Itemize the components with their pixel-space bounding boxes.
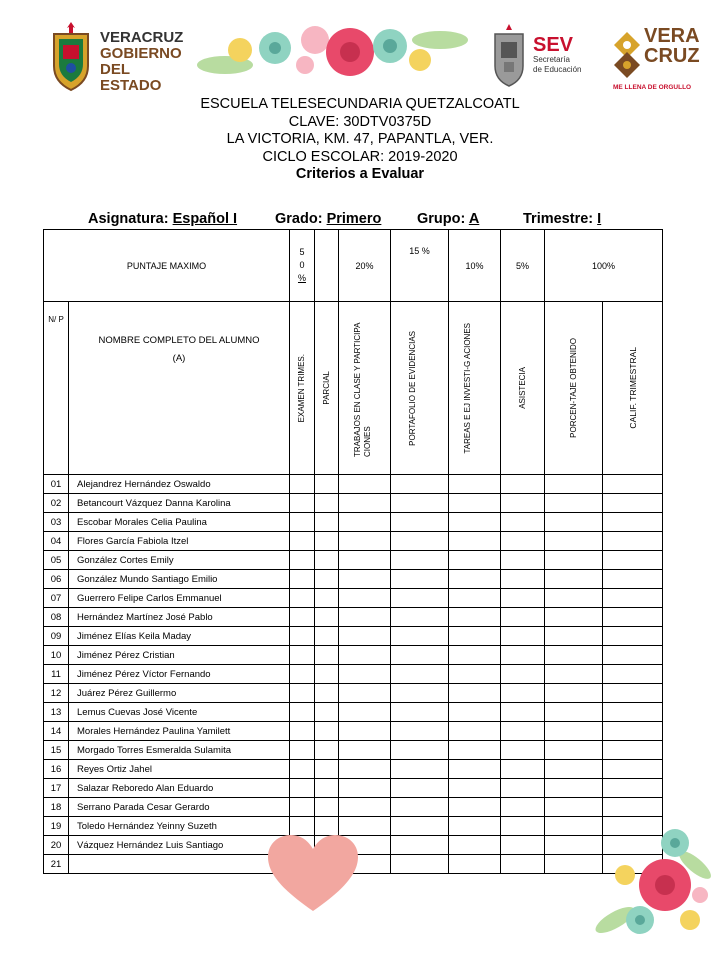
exam-percent-digit-1: 5 <box>299 247 305 257</box>
grade-cell-asistencia[interactable] <box>501 741 545 760</box>
grade-cell-tareas[interactable] <box>449 779 501 798</box>
student-row <box>44 741 663 760</box>
grade-cell-parcial[interactable] <box>315 817 339 836</box>
grade-cell-portafolio[interactable] <box>391 817 449 836</box>
veracruz-shield-logo <box>48 20 94 92</box>
grade-cell-calif[interactable] <box>603 722 663 741</box>
grade-cell-parcial[interactable] <box>315 551 339 570</box>
grade-cell-trabajos[interactable] <box>339 703 391 722</box>
grade-cell-trabajos[interactable] <box>339 589 391 608</box>
grade-cell-calif[interactable] <box>603 779 663 798</box>
grado-value: Primero <box>326 211 382 227</box>
grade-cell-portafolio[interactable] <box>391 532 449 551</box>
grade-cell-porcentaje[interactable] <box>545 779 603 798</box>
grade-cell-porcentaje[interactable] <box>545 589 603 608</box>
col-porcentaje-label: PORCEN-TAJE OBTENIDO <box>568 338 578 438</box>
column-header-row <box>44 302 663 475</box>
student-row <box>44 532 663 551</box>
grade-cell-trabajos[interactable] <box>339 570 391 589</box>
col-parcial-label: PARCIAL <box>321 371 331 405</box>
grade-cell-asistencia[interactable] <box>501 836 545 855</box>
col-examen-label: EXAMEN TRIMES. <box>297 353 306 423</box>
col-porcentaje-header <box>545 302 603 475</box>
student-name: Jiménez Pérez Víctor Fernando <box>69 665 290 684</box>
student-row <box>44 684 663 703</box>
cruz-word: CRUZ <box>644 45 700 67</box>
grade-cell-examen[interactable] <box>290 684 315 703</box>
grade-cell-tareas[interactable] <box>449 855 501 874</box>
student-name-header-label: NOMBRE COMPLETO DEL ALUMNO <box>98 335 260 346</box>
grade-cell-parcial[interactable] <box>315 760 339 779</box>
grade-cell-porcentaje[interactable] <box>545 513 603 532</box>
trimestre-label: Trimestre: <box>523 211 598 227</box>
col-tareas-header <box>449 302 501 475</box>
grade-cell-calif[interactable] <box>603 589 663 608</box>
student-number: 10 <box>44 646 69 665</box>
col-trabajos-label: TRABAJOS EN CLASE Y PARTICIPA CIONES <box>352 323 372 457</box>
grade-cell-asistencia[interactable] <box>501 684 545 703</box>
grade-cell-portafolio[interactable] <box>391 836 449 855</box>
student-number: 20 <box>44 836 69 855</box>
grupo-field <box>417 211 479 227</box>
student-name: Hernández Martínez José Pablo <box>69 608 290 627</box>
grade-cell-parcial[interactable] <box>315 798 339 817</box>
grade-cell-porcentaje[interactable] <box>545 494 603 513</box>
grade-cell-tareas[interactable] <box>449 513 501 532</box>
grade-cell-portafolio[interactable] <box>391 684 449 703</box>
exam-percent-digit-2: 0 <box>299 260 305 270</box>
student-number: 08 <box>44 608 69 627</box>
grade-cell-tareas[interactable] <box>449 570 501 589</box>
grade-cell-portafolio[interactable] <box>391 760 449 779</box>
student-number: 18 <box>44 798 69 817</box>
student-row <box>44 646 663 665</box>
parcial-percent <box>315 230 339 302</box>
gobierno-word: GOBIERNO <box>100 45 182 62</box>
col-asistencia-header <box>501 302 545 475</box>
exam-percent <box>290 230 315 302</box>
student-number: 17 <box>44 779 69 798</box>
grade-cell-asistencia[interactable] <box>501 817 545 836</box>
grade-cell-asistencia[interactable] <box>501 779 545 798</box>
grade-cell-calif[interactable] <box>603 608 663 627</box>
grade-cell-calif[interactable] <box>603 532 663 551</box>
vera-cruz-tagline: ME LLENA DE ORGULLO <box>613 84 692 91</box>
asignatura-value: Español I <box>172 211 238 227</box>
del-estado-word: DEL ESTADO <box>100 61 162 94</box>
grupo-value: A <box>468 211 480 227</box>
student-number: 04 <box>44 532 69 551</box>
grade-cell-asistencia[interactable] <box>501 589 545 608</box>
student-name: González Mundo Santiago Emilio <box>69 570 290 589</box>
sev-shield-logo <box>492 22 526 88</box>
student-name: Flores García Fabiola Itzel <box>69 532 290 551</box>
grade-cell-tareas[interactable] <box>449 722 501 741</box>
grade-cell-trabajos[interactable] <box>339 665 391 684</box>
grade-cell-calif[interactable] <box>603 665 663 684</box>
grade-cell-porcentaje[interactable] <box>545 475 603 494</box>
grade-cell-tareas[interactable] <box>449 817 501 836</box>
grade-cell-parcial[interactable] <box>315 646 339 665</box>
grade-cell-calif[interactable] <box>603 646 663 665</box>
grade-cell-tareas[interactable] <box>449 760 501 779</box>
grade-cell-trabajos[interactable] <box>339 798 391 817</box>
grade-cell-tareas[interactable] <box>449 532 501 551</box>
flower-garland-decoration <box>195 10 470 90</box>
student-number: 11 <box>44 665 69 684</box>
student-row <box>44 779 663 798</box>
student-name: Juárez Pérez Guillermo <box>69 684 290 703</box>
grade-cell-trabajos[interactable] <box>339 817 391 836</box>
school-name: ESCUELA TELESECUNDARIA QUETZALCOATL <box>200 96 520 112</box>
grade-cell-calif[interactable] <box>603 703 663 722</box>
grade-cell-calif[interactable] <box>603 760 663 779</box>
grade-cell-portafolio[interactable] <box>391 779 449 798</box>
student-name: Escobar Morales Celia Paulina <box>69 513 290 532</box>
vera-word: VERA <box>644 25 700 47</box>
grade-cell-portafolio[interactable] <box>391 589 449 608</box>
student-name: Alejandrez Hernández Oswaldo <box>69 475 290 494</box>
grade-cell-parcial[interactable] <box>315 513 339 532</box>
grade-cell-trabajos[interactable] <box>339 684 391 703</box>
grade-cell-calif[interactable] <box>603 570 663 589</box>
grade-cell-tareas[interactable] <box>449 646 501 665</box>
criteria-title: Criterios a Evaluar <box>295 166 425 182</box>
sev-subtitle-2: de Educación <box>533 65 582 74</box>
grade-cell-calif[interactable] <box>603 627 663 646</box>
exam-percent-sign: % <box>297 273 306 283</box>
grade-cell-portafolio[interactable] <box>391 665 449 684</box>
col-calif-label: CALIF. TRIMESTRAL <box>627 347 638 429</box>
grade-cell-portafolio[interactable] <box>391 551 449 570</box>
grade-cell-portafolio[interactable] <box>391 494 449 513</box>
heart-icon <box>268 835 358 915</box>
grade-cell-asistencia[interactable] <box>501 513 545 532</box>
total-percent: 100% <box>545 230 663 302</box>
grade-cell-examen[interactable] <box>290 798 315 817</box>
student-row <box>44 589 663 608</box>
grade-cell-portafolio[interactable] <box>391 703 449 722</box>
tareas-percent: 10% <box>449 230 501 302</box>
grade-cell-asistencia[interactable] <box>501 627 545 646</box>
max-score-row <box>44 230 663 302</box>
student-row <box>44 494 663 513</box>
student-number: 13 <box>44 703 69 722</box>
grade-cell-tareas[interactable] <box>449 665 501 684</box>
grade-cell-parcial[interactable] <box>315 570 339 589</box>
grade-cell-tareas[interactable] <box>449 589 501 608</box>
grade-cell-asistencia[interactable] <box>501 703 545 722</box>
flower-bouquet-decoration <box>585 825 715 955</box>
grade-cell-portafolio[interactable] <box>391 475 449 494</box>
student-row <box>44 475 663 494</box>
grade-cell-calif[interactable] <box>603 741 663 760</box>
grades-table <box>43 229 663 874</box>
grade-cell-tareas[interactable] <box>449 684 501 703</box>
grade-cell-asistencia[interactable] <box>501 551 545 570</box>
grade-cell-examen[interactable] <box>290 570 315 589</box>
grade-cell-tareas[interactable] <box>449 551 501 570</box>
student-number: 07 <box>44 589 69 608</box>
asistencia-percent: 5% <box>501 230 545 302</box>
student-row <box>44 817 663 836</box>
grade-cell-portafolio[interactable] <box>391 570 449 589</box>
grade-cell-calif[interactable] <box>603 551 663 570</box>
col-parcial-header <box>315 302 339 475</box>
student-number: 15 <box>44 741 69 760</box>
grade-cell-examen[interactable] <box>290 627 315 646</box>
grade-cell-portafolio[interactable] <box>391 855 449 874</box>
student-row <box>44 627 663 646</box>
student-row <box>44 608 663 627</box>
grade-cell-portafolio[interactable] <box>391 608 449 627</box>
exam-percent-stack <box>290 246 314 285</box>
grade-cell-asistencia[interactable] <box>501 570 545 589</box>
student-number: 09 <box>44 627 69 646</box>
grade-cell-portafolio[interactable] <box>391 741 449 760</box>
trimestre-value: I <box>597 211 602 227</box>
grade-cell-examen[interactable] <box>290 532 315 551</box>
student-name: Reyes Ortiz Jahel <box>69 760 290 779</box>
asignatura-label: Asignatura: <box>88 211 173 227</box>
school-clave: CLAVE: 30DTV0375D <box>288 113 432 130</box>
grade-cell-porcentaje[interactable] <box>545 760 603 779</box>
grade-cell-tareas[interactable] <box>449 703 501 722</box>
grade-cell-porcentaje[interactable] <box>545 532 603 551</box>
grade-cell-trabajos[interactable] <box>339 532 391 551</box>
grade-cell-trabajos[interactable] <box>339 627 391 646</box>
student-row <box>44 722 663 741</box>
student-number: 14 <box>44 722 69 741</box>
grade-cell-trabajos[interactable] <box>339 722 391 741</box>
student-name: Jiménez Elías Keila Maday <box>69 627 290 646</box>
col-portafolio-label: PORTAFOLIO DE EVIDENCIAS <box>407 330 417 446</box>
grade-cell-tareas[interactable] <box>449 836 501 855</box>
asignatura-field <box>88 211 237 227</box>
grade-cell-parcial[interactable] <box>315 684 339 703</box>
grade-cell-porcentaje[interactable] <box>545 741 603 760</box>
grade-cell-examen[interactable] <box>290 513 315 532</box>
grade-cell-asistencia[interactable] <box>501 722 545 741</box>
grade-cell-porcentaje[interactable] <box>545 703 603 722</box>
grade-cell-examen[interactable] <box>290 665 315 684</box>
student-row <box>44 665 663 684</box>
grade-cell-examen[interactable] <box>290 741 315 760</box>
grade-cell-trabajos[interactable] <box>339 646 391 665</box>
student-name-header-sub: (A) <box>172 353 186 364</box>
student-name: Betancourt Vázquez Danna Karolina <box>69 494 290 513</box>
grade-cell-examen[interactable] <box>290 760 315 779</box>
grupo-label: Grupo: <box>417 211 469 227</box>
student-name: Guerrero Felipe Carlos Emmanuel <box>69 589 290 608</box>
sev-title: SEV <box>533 34 574 56</box>
grade-cell-parcial[interactable] <box>315 703 339 722</box>
grade-cell-examen[interactable] <box>290 475 315 494</box>
grade-cell-tareas[interactable] <box>449 741 501 760</box>
grade-cell-parcial[interactable] <box>315 608 339 627</box>
grade-cell-tareas[interactable] <box>449 608 501 627</box>
max-score-label: PUNTAJE MAXIMO <box>44 230 290 302</box>
student-number: 19 <box>44 817 69 836</box>
student-number: 01 <box>44 475 69 494</box>
veracruz-gobierno-text <box>100 30 185 94</box>
grade-cell-parcial[interactable] <box>315 494 339 513</box>
student-row <box>44 798 663 817</box>
grade-cell-examen[interactable] <box>290 722 315 741</box>
grade-cell-asistencia[interactable] <box>501 475 545 494</box>
grade-cell-trabajos[interactable] <box>339 494 391 513</box>
grade-cell-trabajos[interactable] <box>339 741 391 760</box>
grade-cell-trabajos[interactable] <box>339 513 391 532</box>
grade-cell-trabajos[interactable] <box>339 760 391 779</box>
grade-cell-trabajos[interactable] <box>339 608 391 627</box>
grade-cell-asistencia[interactable] <box>501 608 545 627</box>
grade-cell-parcial[interactable] <box>315 627 339 646</box>
grade-cell-parcial[interactable] <box>315 589 339 608</box>
student-number: 02 <box>44 494 69 513</box>
grade-cell-asistencia[interactable] <box>501 532 545 551</box>
grade-cell-examen[interactable] <box>290 646 315 665</box>
student-rows <box>44 475 663 874</box>
student-name: Toledo Hernández Yeinny Suzeth <box>69 817 290 836</box>
student-name: Salazar Reboredo Alan Eduardo <box>69 779 290 798</box>
student-number: 06 <box>44 570 69 589</box>
col-asistencia-label: ASISTECIA <box>517 367 527 409</box>
grade-cell-examen[interactable] <box>290 589 315 608</box>
grade-cell-trabajos[interactable] <box>339 551 391 570</box>
grade-cell-asistencia[interactable] <box>501 646 545 665</box>
grade-cell-parcial[interactable] <box>315 722 339 741</box>
portafolio-percent: 15 % <box>391 230 449 302</box>
school-cycle: CICLO ESCOLAR: 2019-2020 <box>262 148 458 165</box>
grade-cell-examen[interactable] <box>290 779 315 798</box>
student-row <box>44 570 663 589</box>
student-row <box>44 513 663 532</box>
grade-cell-calif[interactable] <box>603 684 663 703</box>
vera-cruz-text-logo <box>644 26 714 66</box>
grade-cell-portafolio[interactable] <box>391 722 449 741</box>
grade-cell-examen[interactable] <box>290 817 315 836</box>
student-name: Morales Hernández Paulina Yamilett <box>69 722 290 741</box>
grade-cell-porcentaje[interactable] <box>545 570 603 589</box>
grade-cell-trabajos[interactable] <box>339 779 391 798</box>
student-name: González Cortes Emily <box>69 551 290 570</box>
grade-cell-asistencia[interactable] <box>501 760 545 779</box>
grade-cell-calif[interactable] <box>603 494 663 513</box>
grade-cell-asistencia[interactable] <box>501 798 545 817</box>
grade-cell-porcentaje[interactable] <box>545 608 603 627</box>
school-header <box>0 96 720 184</box>
np-header: N/ P <box>44 302 69 475</box>
student-name: Serrano Parada Cesar Gerardo <box>69 798 290 817</box>
grade-cell-tareas[interactable] <box>449 475 501 494</box>
grade-cell-porcentaje[interactable] <box>545 646 603 665</box>
student-number: 21 <box>44 855 69 874</box>
student-number: 16 <box>44 760 69 779</box>
student-number: 05 <box>44 551 69 570</box>
grade-cell-porcentaje[interactable] <box>545 722 603 741</box>
school-address: LA VICTORIA, KM. 47, PAPANTLA, VER. <box>226 131 494 147</box>
col-trabajos-header <box>339 302 391 475</box>
grade-cell-porcentaje[interactable] <box>545 684 603 703</box>
student-row <box>44 703 663 722</box>
grade-cell-portafolio[interactable] <box>391 627 449 646</box>
grade-cell-portafolio[interactable] <box>391 798 449 817</box>
grade-cell-porcentaje[interactable] <box>545 627 603 646</box>
grade-cell-tareas[interactable] <box>449 798 501 817</box>
grade-cell-parcial[interactable] <box>315 475 339 494</box>
grade-cell-calif[interactable] <box>603 513 663 532</box>
col-portafolio-header <box>391 302 449 475</box>
col-calif-header <box>603 302 663 475</box>
grade-cell-parcial[interactable] <box>315 741 339 760</box>
grade-cell-parcial[interactable] <box>315 665 339 684</box>
trimestre-field <box>523 211 601 227</box>
col-tareas-label: TAREAS E EJ INVESTI-G ACIONES <box>462 322 472 454</box>
grado-field <box>275 211 381 227</box>
veracruz-word: VERACRUZ <box>100 29 184 46</box>
grade-cell-tareas[interactable] <box>449 494 501 513</box>
grade-cell-porcentaje[interactable] <box>545 798 603 817</box>
grade-cell-examen[interactable] <box>290 608 315 627</box>
grade-cell-tareas[interactable] <box>449 627 501 646</box>
student-name: Morgado Torres Esmeralda Sulamita <box>69 741 290 760</box>
student-number: 03 <box>44 513 69 532</box>
col-examen-header <box>290 302 315 475</box>
grade-cell-examen[interactable] <box>290 703 315 722</box>
student-number: 12 <box>44 684 69 703</box>
trabajos-percent: 20% <box>339 230 391 302</box>
grade-cell-trabajos[interactable] <box>339 475 391 494</box>
grade-cell-calif[interactable] <box>603 475 663 494</box>
grade-cell-asistencia[interactable] <box>501 494 545 513</box>
student-name: Vázquez Hernández Luis Santiago <box>69 836 290 855</box>
grade-cell-calif[interactable] <box>603 798 663 817</box>
sev-subtitle-1: Secretaría <box>533 55 570 64</box>
grade-cell-parcial[interactable] <box>315 532 339 551</box>
student-name: Jiménez Pérez Cristian <box>69 646 290 665</box>
student-name <box>69 855 290 874</box>
grade-cell-asistencia[interactable] <box>501 855 545 874</box>
grade-cell-examen[interactable] <box>290 551 315 570</box>
student-row <box>44 760 663 779</box>
grade-cell-parcial[interactable] <box>315 779 339 798</box>
grade-cell-porcentaje[interactable] <box>545 665 603 684</box>
grado-label: Grado: <box>275 211 327 227</box>
sev-text-logo <box>533 35 593 75</box>
grade-cell-porcentaje[interactable] <box>545 551 603 570</box>
student-name: Lemus Cuevas José Vicente <box>69 703 290 722</box>
student-name-header <box>69 302 290 475</box>
grade-cell-asistencia[interactable] <box>501 665 545 684</box>
vera-cruz-pattern-icon <box>612 30 642 80</box>
grade-cell-portafolio[interactable] <box>391 646 449 665</box>
student-row <box>44 551 663 570</box>
grade-cell-examen[interactable] <box>290 494 315 513</box>
grade-cell-portafolio[interactable] <box>391 513 449 532</box>
